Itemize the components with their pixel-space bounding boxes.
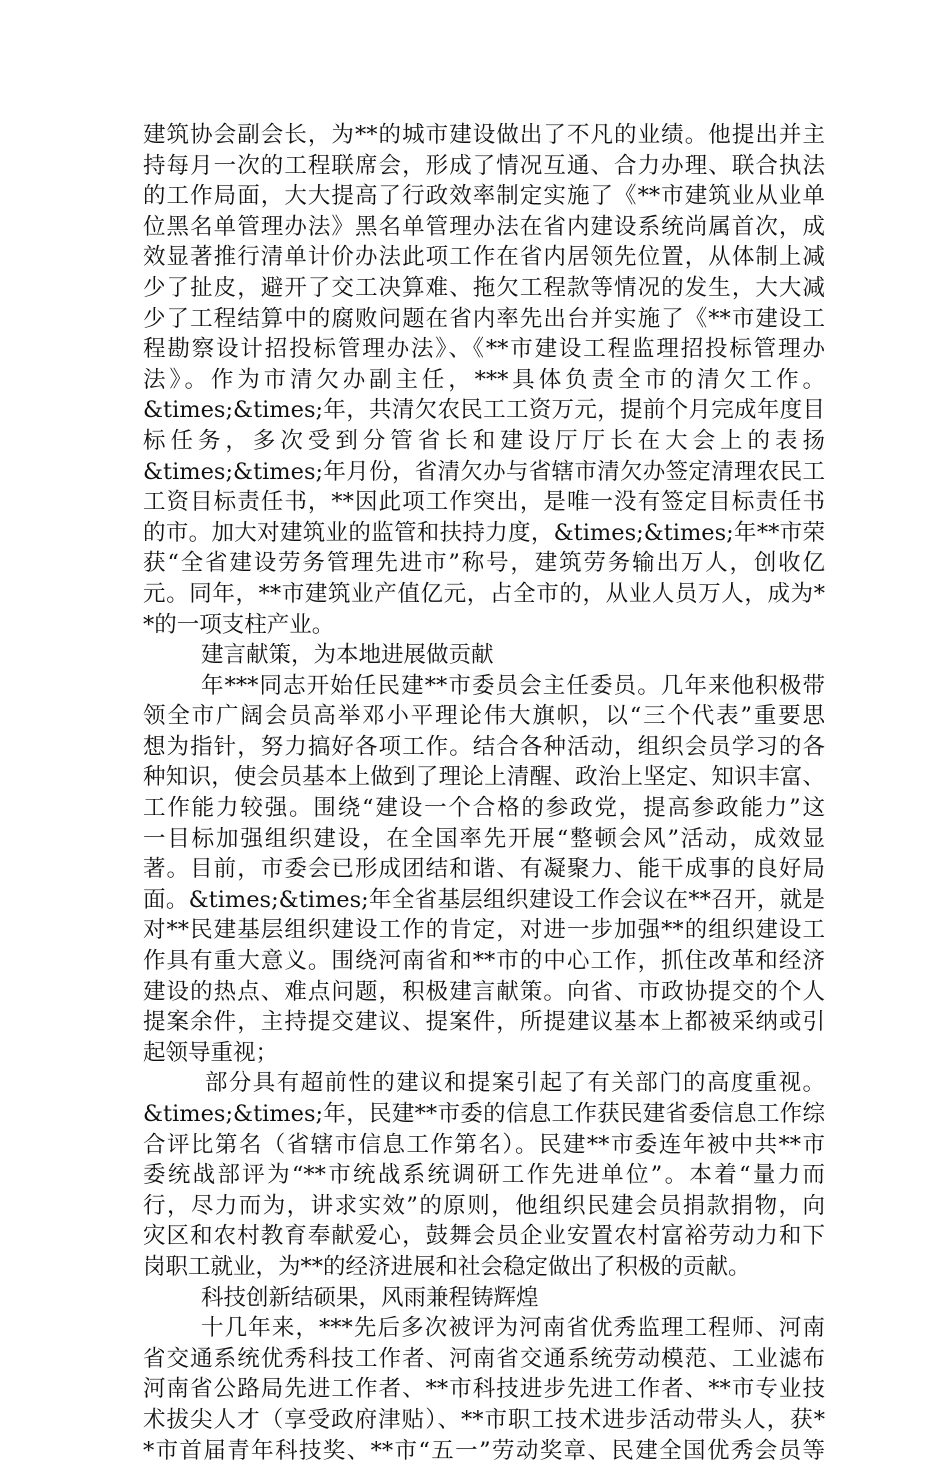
text-line: 少了扯皮，避开了交工决算难、拖欠工程款等情况的发生，大大减 (143, 274, 825, 301)
text-line: 著。目前，市委会已形成团结和谐、有凝聚力、能干成事的良好局 (143, 856, 825, 883)
text-line: &times;&times;年月份，省清欠办与省辖市清欠办签定清理农民工 (143, 458, 825, 485)
text-line: 法》。作为市清欠办副主任，***具体负责全市的清欠工作。 (143, 366, 825, 393)
text-line: 程勘察设计招投标管理办法》、《**市建设工程监理招投标管理办 (143, 336, 825, 363)
text-line: 建设的热点、难点问题，积极建言献策。向省、市政协提交的个人 (143, 978, 825, 1005)
text-line: 元。同年，**市建筑业产值亿元，占全市的，从业人员万人，成为* (143, 580, 825, 607)
document-page (143, 120, 825, 1466)
text-line: 领全市广阔会员高举邓小平理论伟大旗帜，以“三个代表”重要思 (143, 703, 825, 730)
text-line: &times;&times;年，共清欠农民工工资万元，提前个月完成年度目 (143, 397, 825, 424)
text-line: 获“全省建设劳务管理先进市”称号，建筑劳务输出万人，创收亿 (143, 550, 825, 577)
text-line: 面。&times;&times;年全省基层组织建设工作会议在**召开，就是 (143, 886, 825, 913)
text-line: 年***同志开始任民建**市委员会主任委员。几年来他积极带 (201, 672, 825, 699)
text-line: 省交通系统优秀科技工作者、河南省交通系统劳动模范、工业滤布 (143, 1345, 825, 1372)
text-line: 种知识，使会员基本上做到了理论上清醒、政治上坚定、知识丰富、 (143, 764, 825, 791)
text-line: 岗职工就业，为**的经济进展和社会稳定做出了积极的贡献。 (143, 1253, 751, 1280)
text-line: 作具有重大意义。围绕河南省和**市的中心工作，抓住改革和经济 (143, 948, 825, 975)
text-line: 的市。加大对建筑业的监管和扶持力度，&times;&times;年**市荣 (143, 519, 825, 546)
text-line: 行，尽力而为，讲求实效”的原则，他组织民建会员捐款捐物，向 (143, 1192, 825, 1219)
text-line: 位黑名单管理办法》黑名单管理办法在省内建设系统尚属首次，成 (143, 213, 825, 240)
text-line: 工资目标责任书，**因此项工作突出，是唯一没有签定目标责任书 (143, 489, 825, 516)
text-line: 的工作局面，大大提高了行政效率制定实施了《**市建筑业从业单 (143, 183, 825, 210)
text-line: 提案余件，主持提交建议、提案件，所提建议基本上都被采纳或引 (143, 1009, 825, 1036)
text-line: 科技创新结硕果，风雨兼程铸辉煌 (201, 1284, 539, 1311)
text-line: *市首届青年科技奖、**市“五一”劳动奖章、民建全国优秀会员等 (143, 1437, 825, 1464)
text-line: 合评比第名（省辖市信息工作第名）。民建**市委连年被中共**市 (143, 1131, 825, 1158)
text-line: 标任务，多次受到分管省长和建设厅厅长在大会上的表扬 (143, 427, 825, 454)
text-line: 持每月一次的工程联席会，形成了情况互通、合力办理、联合执法 (143, 152, 825, 179)
text-line: 起领导重视； (143, 1039, 279, 1066)
text-line: 工作能力较强。围绕“建设一个合格的参政党，提高参政能力”这 (143, 795, 825, 822)
text-line: *的一项支柱产业。 (143, 611, 335, 638)
text-line: 想为指针，努力搞好各项工作。结合各种活动，组织会员学习的各 (143, 733, 825, 760)
text-line: 一目标加强组织建设，在全国率先开展“整顿会风”活动，成效显 (143, 825, 825, 852)
text-line: 十几年来，***先后多次被评为河南省优秀监理工程师、河南 (201, 1315, 825, 1342)
text-line: 术拔尖人才（享受政府津贴）、**市职工技术进步活动带头人，获* (143, 1406, 825, 1433)
text-line: 部分具有超前性的建议和提案引起了有关部门的高度重视。 (205, 1070, 825, 1097)
text-line: 河南省公路局先进工作者、**市科技进步先进工作者、**市专业技 (143, 1376, 825, 1403)
text-line: 少了工程结算中的腐败问题在省内率先出台并实施了《**市建设工 (143, 305, 825, 332)
text-line: 效显著推行清单计价办法此项工作在省内居领先位置，从体制上减 (143, 244, 825, 271)
text-line: &times;&times;年，民建**市委的信息工作获民建省委信息工作综 (143, 1101, 825, 1127)
text-line: 委统战部评为“**市统战系统调研工作先进单位”。本着“量力而 (143, 1162, 825, 1189)
text-line: 建言献策，为本地进展做贡献 (201, 642, 494, 669)
text-line: 对**民建基层组织建设工作的肯定，对进一步加强**的组织建设工 (143, 917, 825, 944)
text-line: 建筑协会副会长，为**的城市建设做出了不凡的业绩。他提出并主 (143, 122, 825, 148)
text-line: 灾区和农村教育奉献爱心，鼓舞会员企业安置农村富裕劳动力和下 (143, 1223, 825, 1250)
